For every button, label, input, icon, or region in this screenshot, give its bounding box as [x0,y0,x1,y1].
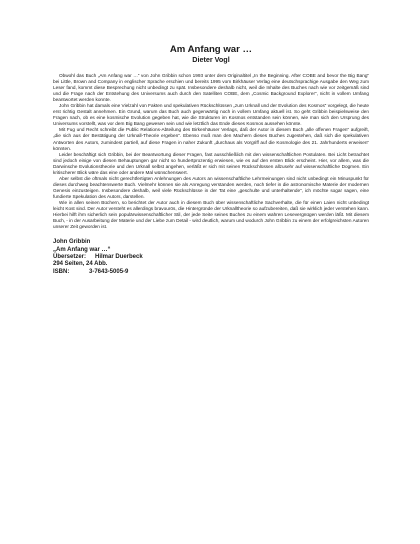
translator-row [53,254,369,261]
book-title: „Am Anfang war …“ [53,246,111,253]
book-info [53,239,369,276]
document-page [53,44,369,276]
reviewer-name: Dieter Vogl [192,55,230,64]
review-paragraph: Obwohl das Buch „Am Anfang war …“ von John Gribbin schon 1993 unter dem Originaltitel „In the Beginning. After COBE and bevor the Big Bang“ bei Little, Brown and Company in englischer Sprache erschien und bereits 1995 vom Birkhäuser Verlag eine deutschsprachige Ausgabe den Weg zum Leser fand, kommt diese Besprechung nicht unbedingt zu spät. Insbesondere deshalb nicht, weil die Inhalte des Buches nach wie vor zeitgemäß sind und die Frage nach der Entstehung des Universums auch durch den Satelliten COBE, dem „Cosmic Background Explorer“, nicht in vollem Umfang beantwortet werden konnte. [53,73,369,103]
review-paragraph: John Gribbin hat damals eine Vielzahl von Fakten und spekulativen Rückschlüssen „zum Urknall und der Evolution des Kosmos“ vorgelegt, die heute erst richtig Gestalt annehmen. Ein Grund, warum das Buch auch gegenwärtig noch in vollem Umfang aktuell ist. So geht Gribbin beispielsweise den Fragen nach, ob es eine kosmische Evolution gegeben hat, wie die Strukturen im Kosmos entstanden sein können, wie man sich den Ursprung des Universums vorstellt, was vor dem Big Bang gewesen sein und wie letztlich das Ende dieses Kosmos aussehen könnte. [53,103,369,127]
translator-name: Hilmar Duerbeck [95,254,143,261]
book-author: John Gribbin [53,239,91,246]
isbn-row [53,269,369,276]
isbn-value: 3-7643-5005-9 [89,268,129,275]
page-count: 294 Seiten, 24 Abb. [53,261,108,268]
review-paragraph: Mit Fug und Recht schreibt die Public Relations-Abteilung des Birkenhäuser Verlags, daß der Autor in diesem Buch „alle offenen Fragen“ aufgreift, „die sich aus der Bestätigung der Urknall-Theorie ergeben“. Ebenso muß man den Machern dieses Buches zugestehen, daß sich die spekulativen Antworten des Autors, zumindest partiell, auf diese Fragen in naher Zukunft „durchaus als Vorgriff auf die Kosmologie des 21. Jahrhunderts erweisen“ könnten. [53,127,369,151]
review-body [53,73,369,230]
page-title: Am Anfang war … [169,44,253,55]
review-paragraph: Aber selbst die oftmals nicht gerechtfertigten Anlehnungen des Autors an wissenschaftliche Lehrmeinungen sind nicht unbedingt ein Minuspunkt für dieses durchweg beachtenswerte Buch. Vielmehr können sie als Anregung verstanden werden, noch tiefer in die astronomische Materie der modernen Genesis einzusteigen. Insbesondere deshalb, weil viele Rückschlüsse in der Tat eine „geschulte und unterhaltende“, ich möchte sogar sagen, eine fundierte Spekulation des Autors, darstellen. [53,175,369,199]
isbn-label: ISBN: [53,268,70,275]
translator-label: Übersetzer: [53,254,87,261]
review-paragraph: Wie in allen seinen Büchern, so berichtet der Autor auch in diesem Buch über wissenschaftliche Sachverhalte, die für einen Laien nicht unbedingt leicht Kost sind. Der Autor versteht es allerdings bravourös, die Hintergründe der Urknalltheorie so aufzubereiten, daß sie wirklich jeder verstehen kann. Hierbei hilft ihm sicherlich sein populärwissenschaftlicher Stil, der jede Seite seines Buches zu einem wahren Lesevergnügen werden läßt. Mit diesem Buch, - in der Ausarbeitung der Materie und der Liebe zum Detail - wird deutlich, warum und wodurch John Gribbin zu einem der erfolgreichsten Autoren unserer Zeit geworden ist. [53,199,369,230]
review-paragraph: Leider beschäftigt sich Gribbin, bei der Beantwortung dieser Fragen, fast ausschließlich mit den wissenschaftlichen Postulaten. Bei Licht betrachtet sind jedoch einige von diesen Behauptungen gar nicht so hundertprozentig erwiesen, wie es auf den ersten Blick erscheint. Hier, vor allem, was die Darwinsche Evolutionstheorie und den Urknall selbst angehen, verläßt er sich mit seinen Rückschlüssen allzusehr auf wissenschaftliche Dogmen. Ein kritischerer Blick wäre das eine oder andere Mal wünschenswert. [53,151,369,175]
